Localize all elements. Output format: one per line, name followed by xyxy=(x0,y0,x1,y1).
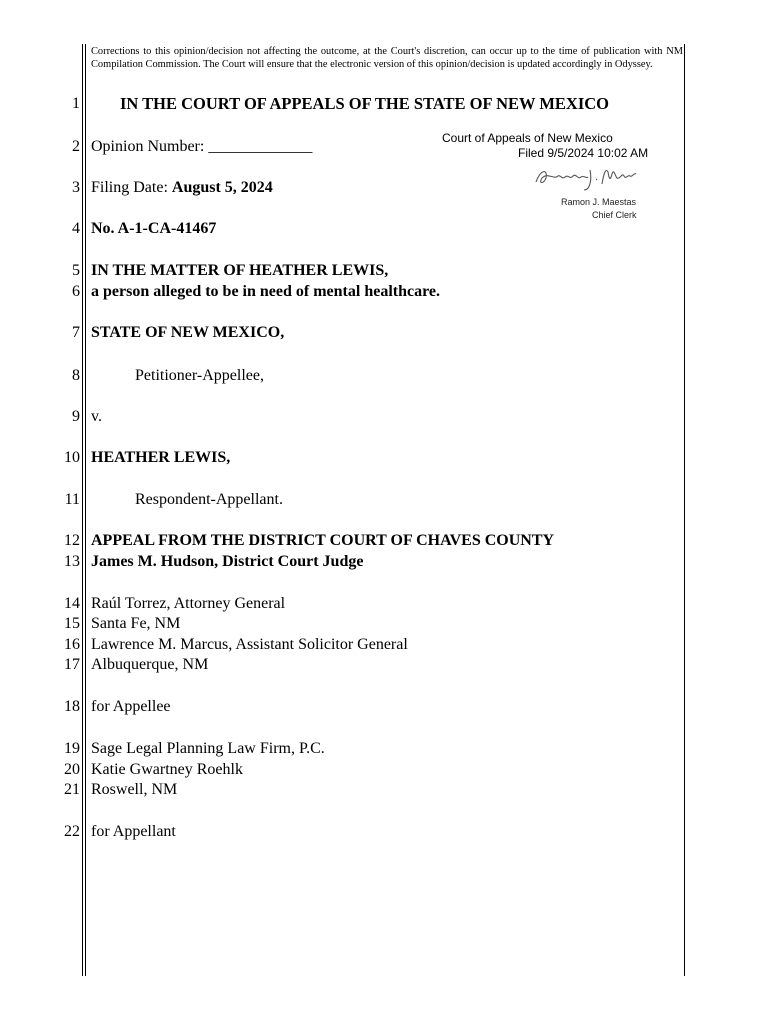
corrections-notice: Corrections to this opinion/decision not affecting the outcome, at the Court's discretion, can occur up to the time of publication with NM Compilation Commission. The Court will ensure that the electronic version of this opinion/decision is updated accordingly in Odyssey. xyxy=(91,46,683,70)
docket-number: No. A-1-CA-41467 xyxy=(91,220,217,237)
line-number: 8 xyxy=(72,367,80,384)
line-number: 10 xyxy=(64,449,80,466)
line-number: 2 xyxy=(72,138,80,155)
line-number: 17 xyxy=(64,656,80,673)
stamp-clerk-title: Chief Clerk xyxy=(592,210,637,220)
line-number: 1 xyxy=(72,95,80,112)
line-number: 12 xyxy=(64,532,80,549)
right-margin-rule xyxy=(684,44,685,976)
stamp-court: Court of Appeals of New Mexico xyxy=(442,131,613,145)
filing-date-value: August 5, 2024 xyxy=(171,179,273,196)
line-number: 4 xyxy=(72,220,80,237)
line-number: 9 xyxy=(72,408,80,425)
left-margin-rule-inner xyxy=(85,44,86,976)
appellee-counsel-2-city: Albuquerque, NM xyxy=(91,656,209,673)
line-number: 20 xyxy=(64,761,80,778)
line-number: 7 xyxy=(72,324,80,341)
filing-date xyxy=(91,178,273,198)
stamp-clerk-name: Ramon J. Maestas xyxy=(561,197,637,207)
for-appellee: for Appellee xyxy=(91,698,171,715)
petitioner-role: Petitioner-Appellee, xyxy=(135,367,264,384)
line-number: 15 xyxy=(64,615,80,632)
line-number: 22 xyxy=(64,823,80,840)
appellant-firm: Sage Legal Planning Law Firm, P.C. xyxy=(91,740,325,757)
line-number: 11 xyxy=(64,491,80,508)
appellant-counsel: Katie Gwartney Roehlk xyxy=(91,761,243,778)
line-number: 3 xyxy=(72,179,80,196)
respondent-name: HEATHER LEWIS, xyxy=(91,449,231,466)
appellee-counsel-1: Raúl Torrez, Attorney General xyxy=(91,595,286,612)
respondent-role: Respondent-Appellant. xyxy=(135,491,283,508)
district-judge: James M. Hudson, District Court Judge xyxy=(91,553,364,570)
petitioner-name: STATE OF NEW MEXICO, xyxy=(91,324,285,341)
line-number: 16 xyxy=(64,636,80,653)
line-number: 21 xyxy=(64,781,80,798)
line-number: 19 xyxy=(64,740,80,757)
matter-title: IN THE MATTER OF HEATHER LEWIS, xyxy=(91,262,389,279)
line-number: 5 xyxy=(72,262,80,279)
opinion-number: Opinion Number: _____________ xyxy=(91,138,313,155)
appeal-source: APPEAL FROM THE DISTRICT COURT OF CHAVES COUNTY xyxy=(91,532,555,549)
left-margin-rule-outer xyxy=(82,44,83,976)
appellee-counsel-1-city: Santa Fe, NM xyxy=(91,615,181,632)
appellant-counsel-city: Roswell, NM xyxy=(91,781,178,798)
appellee-counsel-2: Lawrence M. Marcus, Assistant Solicitor General xyxy=(91,636,408,653)
matter-description: a person alleged to be in need of mental healthcare. xyxy=(91,283,441,300)
stamp-filed: Filed 9/5/2024 10:02 AM xyxy=(518,146,649,160)
filing-date-label: Filing Date: xyxy=(91,179,172,196)
for-appellant: for Appellant xyxy=(91,823,176,840)
line-number: 13 xyxy=(64,553,80,570)
line-number: 14 xyxy=(64,595,80,612)
clerk-signature xyxy=(532,160,642,194)
line-number: 6 xyxy=(72,283,80,300)
court-title: IN THE COURT OF APPEALS OF THE STATE OF NEW MEXICO xyxy=(120,94,610,113)
line-number: 18 xyxy=(64,698,80,715)
versus: v. xyxy=(91,408,102,425)
